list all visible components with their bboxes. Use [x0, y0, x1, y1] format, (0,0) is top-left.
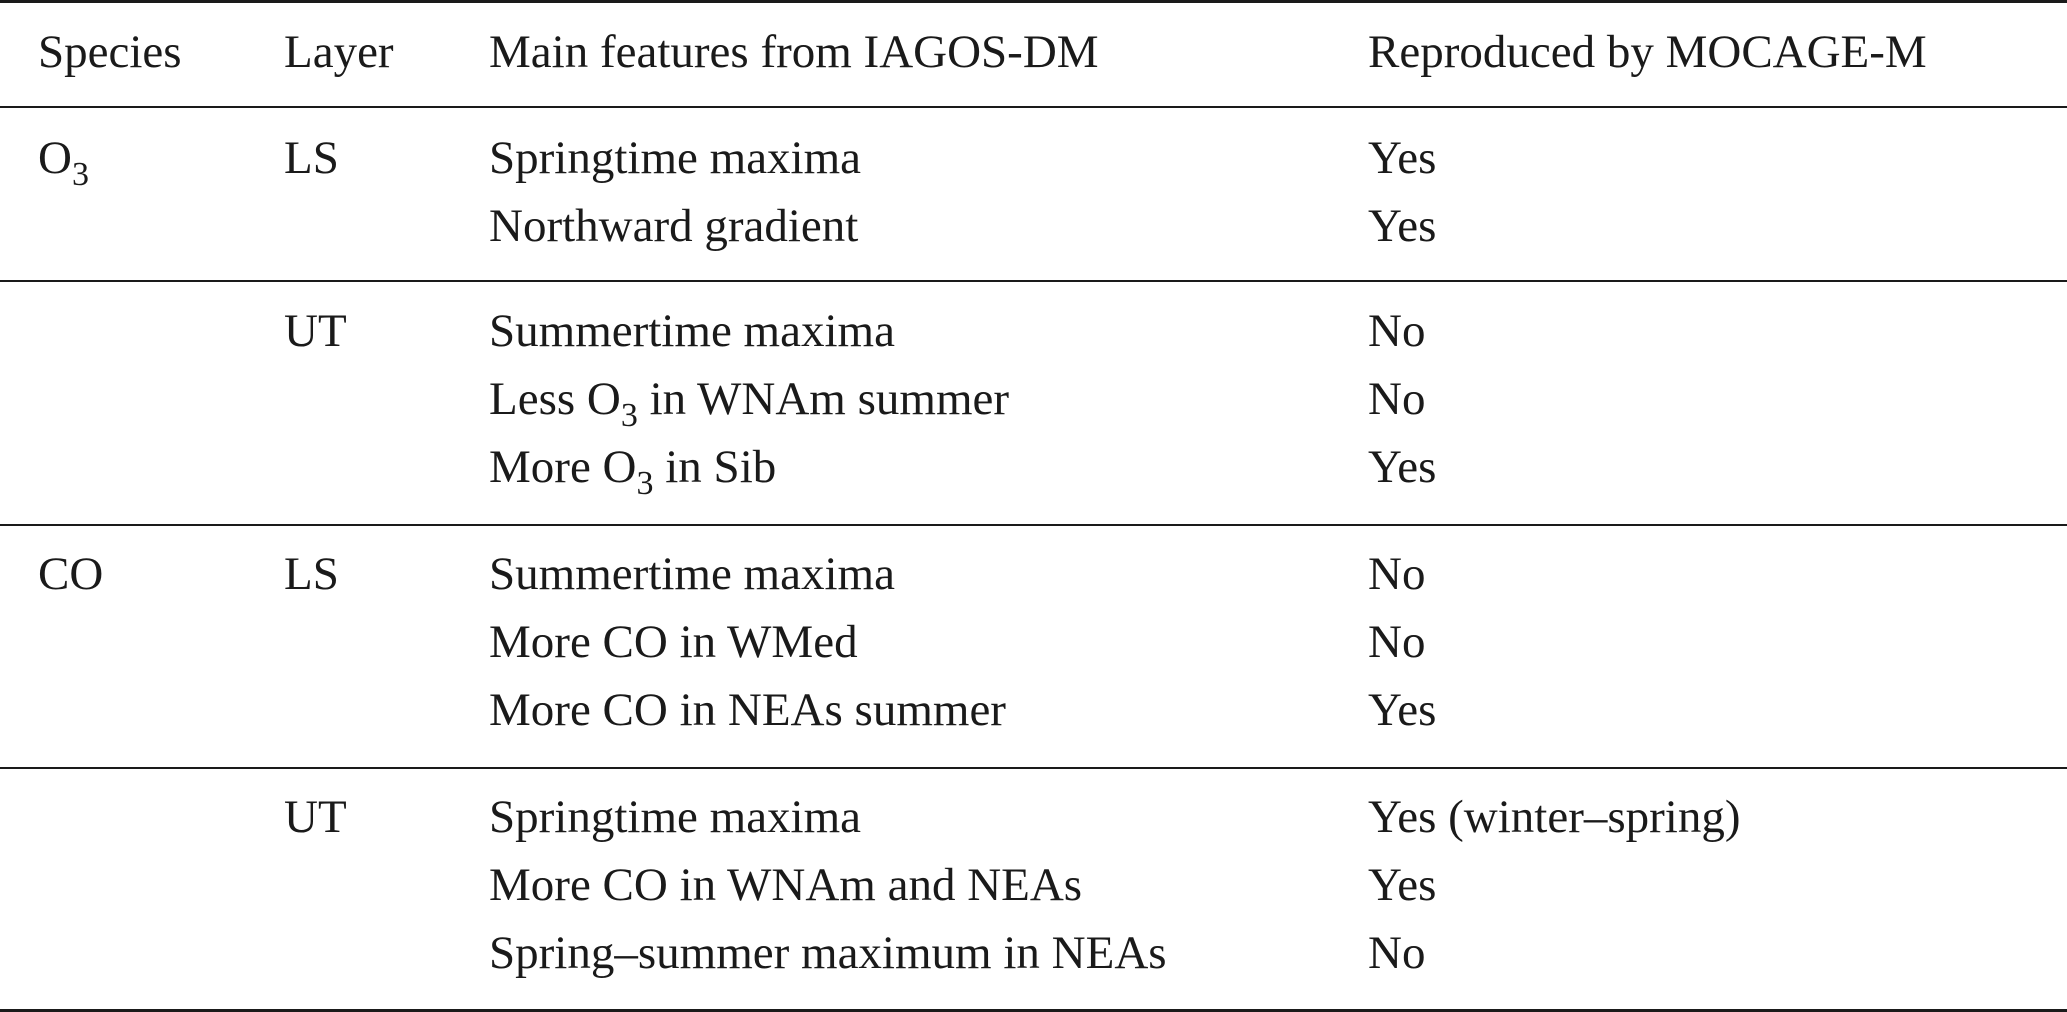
layer-cell: UT: [284, 791, 347, 843]
feature-subscript: 3: [620, 397, 638, 434]
feature-cell: [489, 371, 1010, 434]
feature-text-tail: in WNAm summer: [637, 373, 1010, 425]
feature-text: Springtime maxima: [489, 791, 862, 843]
reproduced-cell: Yes: [1368, 132, 1437, 184]
species-name: CO: [38, 548, 104, 600]
feature-cell: [489, 614, 858, 670]
header-reproduced: Reproduced by MOCAGE-M: [1368, 26, 1927, 78]
group-rule: [0, 280, 2067, 282]
top-rule: [0, 0, 2067, 3]
feature-cell: [489, 303, 895, 359]
feature-text: Less O: [489, 373, 621, 425]
reproduced-cell: No: [1368, 548, 1426, 600]
reproduced-cell: Yes: [1368, 441, 1437, 493]
species-name: O: [38, 132, 72, 184]
feature-text: Springtime maxima: [489, 132, 862, 184]
header-features: Main features from IAGOS-DM: [489, 26, 1099, 78]
feature-text: Summertime maxima: [489, 305, 895, 357]
feature-text: More CO in WNAm and NEAs: [489, 859, 1083, 911]
feature-cell: [489, 439, 777, 502]
species-cell: [38, 130, 89, 193]
reproduced-cell: No: [1368, 616, 1426, 668]
feature-cell: [489, 198, 858, 254]
reproduced-cell: No: [1368, 373, 1426, 425]
reproduced-cell: No: [1368, 305, 1426, 357]
layer-cell: LS: [284, 548, 339, 600]
feature-cell: [489, 925, 1167, 981]
header-species: Species: [38, 26, 182, 78]
feature-subscript: 3: [636, 465, 654, 502]
feature-text: More O: [489, 441, 637, 493]
header-rule: [0, 106, 2067, 108]
group-rule: [0, 767, 2067, 769]
feature-cell: [489, 789, 861, 845]
feature-cell: [489, 682, 1006, 738]
header-layer: Layer: [284, 26, 394, 78]
reproduced-cell: No: [1368, 927, 1426, 979]
feature-text-tail: in Sib: [653, 441, 777, 493]
feature-cell: [489, 546, 895, 602]
feature-cell: [489, 857, 1082, 913]
feature-text: More CO in NEAs summer: [489, 684, 1006, 736]
feature-text: Northward gradient: [489, 200, 859, 252]
reproduced-cell: Yes: [1368, 200, 1437, 252]
group-rule: [0, 524, 2067, 526]
feature-cell: [489, 130, 861, 186]
reproduced-cell: Yes: [1368, 684, 1437, 736]
species-cell: [38, 546, 103, 602]
layer-cell: LS: [284, 132, 339, 184]
reproduced-cell: Yes (winter–spring): [1368, 791, 1741, 843]
reproduced-cell: Yes: [1368, 859, 1437, 911]
feature-text: More CO in WMed: [489, 616, 858, 668]
layer-cell: UT: [284, 305, 347, 357]
feature-text: Spring–summer maximum in NEAs: [489, 927, 1167, 979]
species-subscript: 3: [71, 156, 89, 193]
feature-text: Summertime maxima: [489, 548, 895, 600]
